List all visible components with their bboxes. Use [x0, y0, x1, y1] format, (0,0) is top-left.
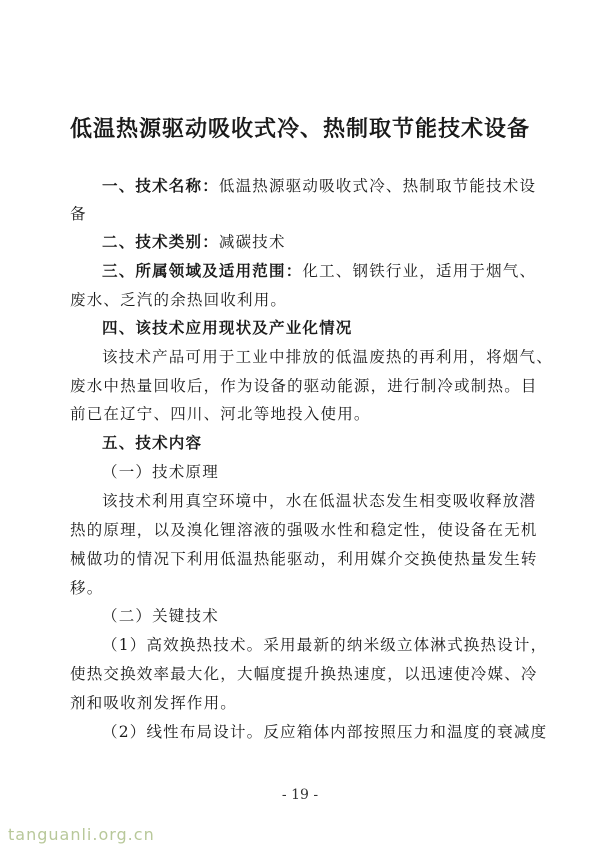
watermark: tanguanli.org.cn	[8, 825, 155, 844]
text-line-12: 该技术利用真空环境中，水在低温状态发生相变吸收释放潜	[102, 492, 537, 510]
text-line-7: 该技术产品可用于工业中排放的低温废热的再利用，将烟气、	[102, 348, 553, 366]
text-line-13: 热的原理，以及溴化锂溶液的强吸水性和稳定性，使设备在无机	[70, 521, 538, 539]
text-line-15: 移。	[70, 579, 104, 597]
line-text: 化工、钢铁行业，适用于烟气、	[302, 262, 537, 280]
text-line-3	[102, 232, 540, 252]
text-line-8: 废水中热量回收后，作为设备的驱动能源，进行制冷或制热。目	[70, 377, 538, 395]
text-line-2: 备	[70, 205, 87, 223]
text-line-17: （1）高效换热技术。采用最新的纳米级立体淋式换热设计，	[102, 636, 548, 654]
text-line-5: 废水、乏汽的余热回收利用。	[70, 291, 288, 309]
section-heading-4: 四、该技术应用现状及产业化情况	[102, 318, 353, 337]
text-line-20: （2）线性布局设计。反应箱体内部按照压力和温度的衰减度	[102, 723, 548, 741]
subsection-heading-1: （一）技术原理	[102, 463, 219, 481]
section-label: 二、技术类别：	[102, 232, 219, 251]
subsection-heading-2: （二）关键技术	[102, 607, 219, 625]
section-label: 一、技术名称：	[102, 176, 219, 195]
page-number: - 19 -	[281, 787, 319, 803]
text-line-4	[102, 261, 540, 281]
section-label: 三、所属领域及适用范围：	[102, 261, 303, 280]
section-heading-5: 五、技术内容	[102, 433, 203, 452]
text-line-9: 前已在辽宁、四川、河北等地投入使用。	[70, 405, 371, 423]
text-line-1	[102, 176, 540, 196]
text-line-18: 使热交换效率最大化，大幅度提升换热速度，以迅速使冷媒、冷	[70, 665, 538, 683]
page-title: 低温热源驱动吸收式冷、热制取节能技术设备	[69, 116, 530, 142]
text-line-14: 械做功的情况下利用低温热能驱动，利用媒介交换使热量发生转	[70, 550, 538, 568]
line-text: 减碳技术	[218, 233, 286, 251]
text-line-19: 剂和吸收剂发挥作用。	[70, 694, 238, 712]
line-text: 低温热源驱动吸收式冷、热制取节能技术设	[218, 177, 537, 195]
